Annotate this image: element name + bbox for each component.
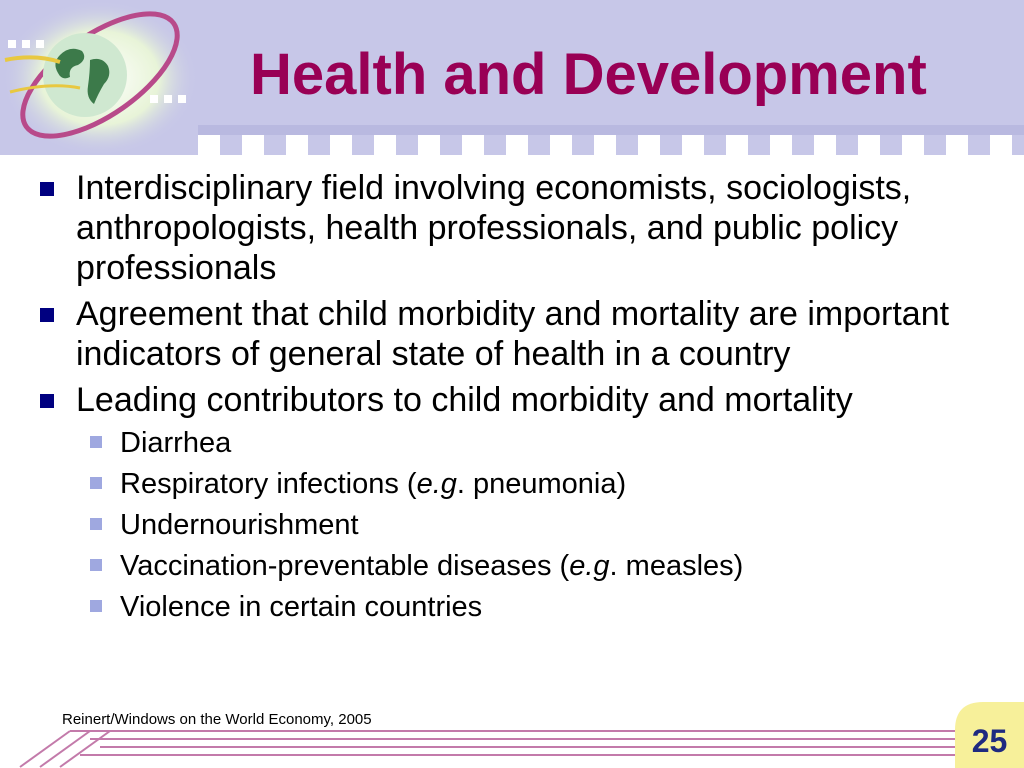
- bullet-item: [38, 168, 998, 288]
- header-checker-pattern: [198, 135, 1024, 155]
- sub-bullet-text: Diarrhea: [120, 427, 232, 459]
- sub-bullet-italic: e.g: [569, 550, 610, 582]
- square-bullet-icon: [40, 182, 54, 196]
- slide-title: Health and Development: [250, 42, 927, 107]
- sub-bullet-text-part: Vaccination-preventable diseases (: [120, 550, 570, 582]
- sub-bullet-text: [120, 467, 626, 501]
- square-bullet-icon: [40, 394, 54, 408]
- square-bullet-icon: [40, 308, 54, 322]
- sub-bullet-text: [120, 549, 743, 583]
- sub-bullet-text-part: Respiratory infections (: [120, 468, 417, 500]
- globe-icon: [0, 0, 200, 155]
- bullet-text: Leading contributors to child morbidity and mortality: [76, 381, 853, 419]
- sub-bullet-text-part: . pneumonia): [456, 468, 627, 500]
- sub-bullet-item: [90, 467, 998, 508]
- square-sub-bullet-icon: [90, 436, 102, 448]
- sub-bullet-item: [90, 508, 998, 549]
- sub-bullet-text: Violence in certain countries: [120, 591, 483, 623]
- citation: Reinert/Windows on the World Economy, 2005: [62, 711, 372, 728]
- sub-bullet-item: [90, 549, 998, 590]
- header-stripe: [198, 125, 1024, 135]
- sub-bullet-italic: e.g: [416, 468, 457, 500]
- bullet-item: [38, 294, 998, 374]
- sub-bullet-text-part: . measles): [609, 550, 744, 582]
- square-sub-bullet-icon: [90, 518, 102, 530]
- sub-bullet-item: [90, 590, 998, 631]
- bullet-text: Agreement that child morbidity and mortality are important indicators of general state of health in a country: [76, 295, 950, 373]
- square-sub-bullet-icon: [90, 477, 102, 489]
- bullet-text: Interdisciplinary field involving economists, sociologists, anthropologists, health professionals, and public policy professionals: [76, 169, 912, 287]
- sub-bullet-text: Undernourishment: [120, 509, 359, 541]
- bullet-item: [38, 380, 998, 420]
- square-sub-bullet-icon: [90, 559, 102, 571]
- footer-decoration: [0, 725, 1024, 768]
- bullet-list: [38, 168, 998, 631]
- square-sub-bullet-icon: [90, 600, 102, 612]
- sub-bullet-list: [90, 426, 998, 631]
- page-number: 25: [971, 723, 1008, 759]
- sub-bullet-item: [90, 426, 998, 467]
